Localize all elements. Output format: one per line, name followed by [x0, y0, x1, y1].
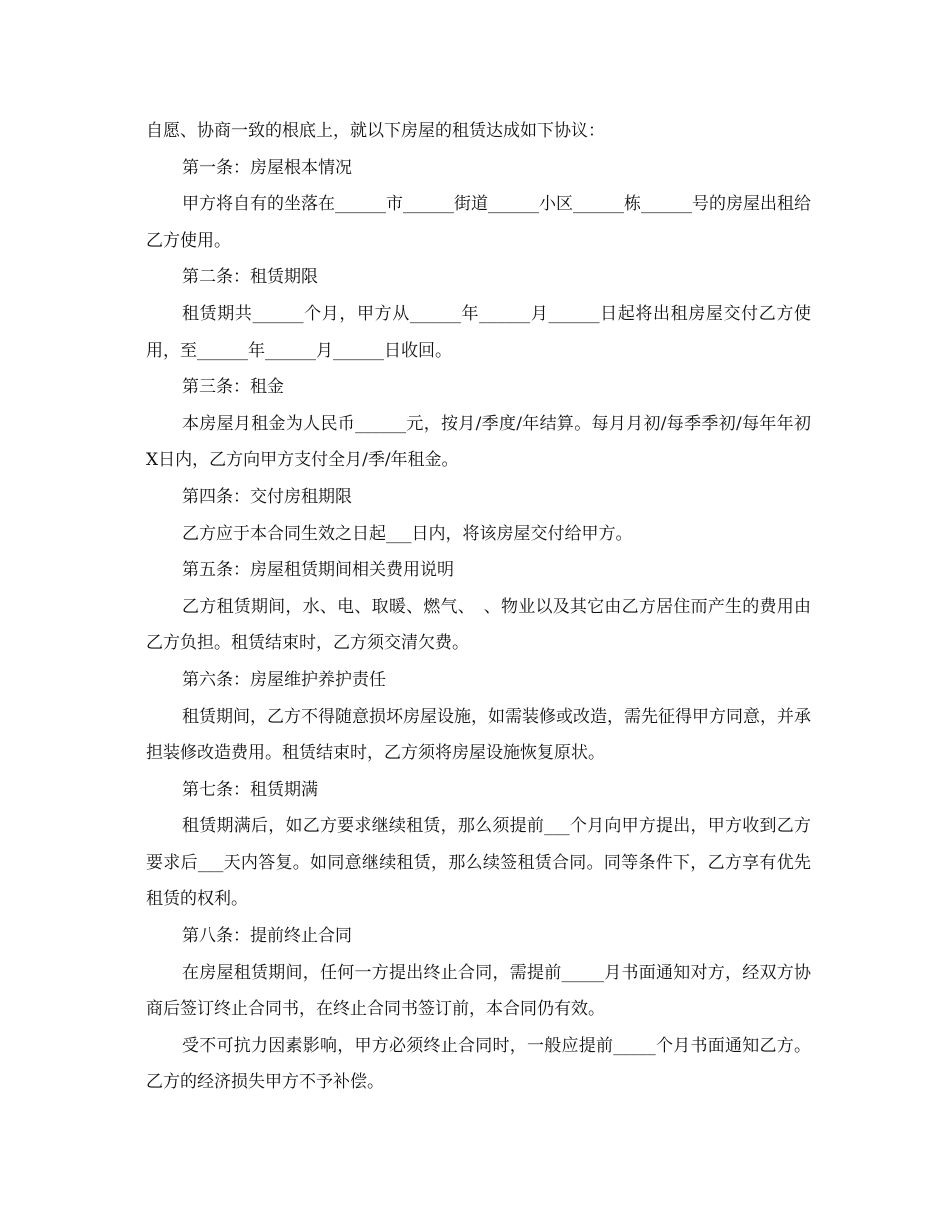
document-body: [146, 113, 811, 1101]
article-5-text: 乙方租赁期间，水、电、取暖、燃气、 、物业以及其它由乙方居住而产生的费用由乙方负担。租赁结束时，乙方须交清欠费。: [146, 596, 811, 654]
article-8-text: 在房屋租赁期间，任何一方提出终止合同，需提前_____月书面通知对方，经双方协商后签订终止合同书，在终止合同书签订前，本合同仍有效。: [146, 962, 811, 1020]
article-2-text: 租赁期共______个月，甲方从______年______月______日起将出租房屋交付乙方使用，至______年______月______日收回。: [146, 303, 811, 361]
article-6-heading: 第六条：房屋维护养护责任: [182, 669, 386, 690]
article-4-heading: 第四条：交付房租期限: [182, 486, 352, 507]
article-5-heading: 第五条：房屋租赁期间相关费用说明: [182, 560, 454, 581]
article-2-heading: 第二条：租赁期限: [182, 267, 318, 288]
article-7-text: 租赁期满后，如乙方要求继续租赁，那么须提前___个月向甲方提出，甲方收到乙方要求后___天内答复。如同意继续租赁，那么续签租赁合同。同等条件下，乙方享有优先租赁的权利。: [146, 816, 811, 910]
article-6-text: 租赁期间，乙方不得随意损坏房屋设施，如需装修或改造，需先征得甲方同意，并承担装修改造费用。租赁结束时，乙方须将房屋设施恢复原状。: [146, 706, 811, 764]
article-8-force-majeure-text: 受不可抗力因素影响，甲方必须终止合同时，一般应提前_____个月书面通知乙方。乙方的经济损失甲方不予补偿。: [146, 1035, 811, 1093]
article-3-heading: 第三条：租金: [182, 377, 284, 398]
article-1-text: 甲方将自有的坐落在______市______街道______小区______栋______号的房屋出租给乙方使用。: [146, 194, 811, 251]
article-1-heading: 第一条：房屋根本情况: [182, 157, 352, 178]
article-4-text: 乙方应于本合同生效之日起___日内，将该房屋交付给甲方。: [182, 523, 633, 544]
article-3-text: 本房屋月租金为人民币______元，按月/季度/年结算。每月月初/每季季初/每年年初X日内，乙方向甲方支付全月/季/年租金。: [146, 413, 811, 471]
article-8-heading: 第八条：提前终止合同: [182, 926, 352, 947]
intro-paragraph: 自愿、协商一致的根底上，就以下房屋的租赁达成如下协议：: [146, 121, 605, 141]
article-7-heading: 第七条：租赁期满: [182, 779, 318, 800]
